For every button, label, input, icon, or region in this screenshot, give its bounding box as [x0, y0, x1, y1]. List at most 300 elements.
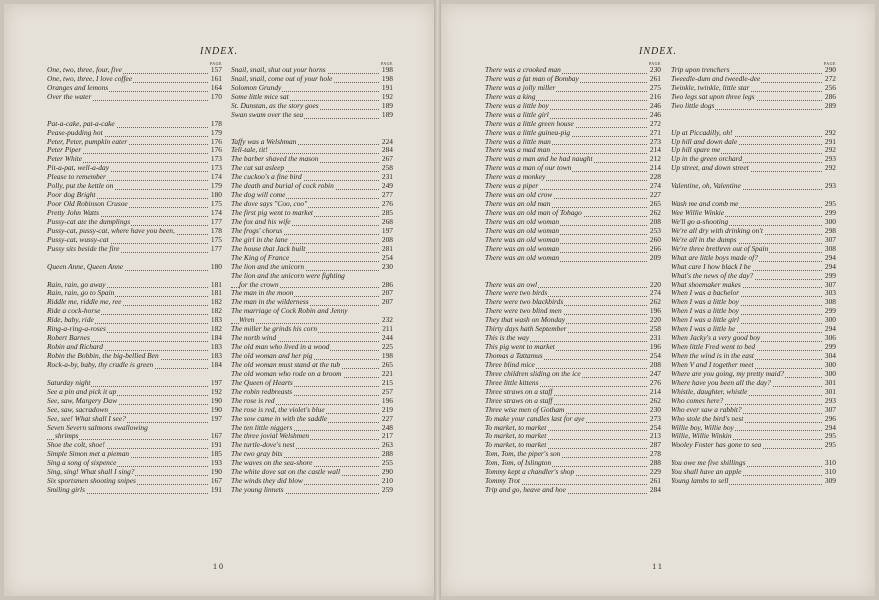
index-entry — [485, 209, 661, 218]
index-entry-title: Who comes here? — [671, 396, 724, 405]
index-entry — [485, 289, 661, 298]
index-entry — [231, 334, 393, 343]
index-entry — [47, 415, 222, 424]
index-entry-title: Pease-pudding hot — [47, 128, 103, 137]
index-entry-page: 214 — [649, 164, 661, 173]
index-entry-page: 300 — [824, 217, 836, 226]
index-entry-page: 272 — [649, 119, 661, 128]
index-entry-page: 299 — [824, 343, 836, 352]
index-entry-page: 184 — [210, 360, 222, 369]
index-entry — [671, 441, 836, 450]
index-entry — [47, 432, 222, 441]
index-entry — [671, 263, 836, 272]
index-entry — [485, 450, 661, 459]
index-entry-page: 179 — [210, 182, 222, 191]
index-entry — [47, 343, 222, 352]
index-entry — [485, 432, 661, 441]
left-index-column-1 — [47, 61, 222, 495]
index-entry — [485, 227, 661, 236]
index-entry — [231, 352, 393, 361]
index-entry-page: 299 — [824, 271, 836, 280]
index-entry — [231, 173, 393, 182]
index-entry-page: 190 — [210, 396, 222, 405]
index-entry-page: 295 — [824, 441, 836, 450]
index-entry-page: 191 — [210, 441, 222, 450]
index-entry-page: 268 — [381, 217, 393, 226]
index-entry-title: Tommy kept a chandler's shop — [485, 468, 575, 477]
index-entry-page: 170 — [210, 92, 222, 101]
index-entry — [671, 272, 836, 281]
index-entry — [47, 182, 222, 191]
index-spacer — [485, 263, 661, 281]
index-entry-page: 220 — [649, 280, 661, 289]
index-entry-title: Up in the green orchard — [671, 155, 743, 164]
index-entry-title: There was a man and he had naught — [485, 155, 593, 164]
index-entry-title: Twinkle, twinkle, little star — [671, 83, 750, 92]
index-entry — [47, 84, 222, 93]
index-entry-title: Snail, snail, shut out your horns — [231, 66, 326, 74]
index-entry-page: 255 — [381, 459, 393, 468]
index-entry-page: 176 — [210, 137, 222, 146]
index-entry — [671, 138, 836, 147]
index-entry-page: 179 — [210, 128, 222, 137]
index-entry — [671, 325, 836, 334]
index-entry-title: See, see! What shall I see? — [47, 414, 126, 423]
index-entry-title: We're all dry with drinking on't — [671, 226, 763, 235]
index-entry-title: To make your candles last for aye — [485, 414, 585, 423]
index-entry-page: 209 — [649, 253, 661, 262]
index-entry-page: 274 — [649, 289, 661, 298]
index-entry-page: 184 — [210, 334, 222, 343]
index-entry-page: 175 — [210, 200, 222, 209]
index-entry — [231, 486, 393, 495]
index-entry-page: 257 — [381, 387, 393, 396]
index-entry-page: 286 — [381, 280, 393, 289]
index-entry — [231, 164, 393, 173]
index-entry-page: 208 — [381, 235, 393, 244]
index-entry-page: 232 — [381, 316, 393, 325]
index-entry-page: 196 — [381, 396, 393, 405]
index-entry-title: There was a king — [485, 92, 536, 101]
index-entry-page: 189 — [381, 110, 393, 119]
index-entry-page: 183 — [210, 316, 222, 325]
index-entry-title: The barber shaved the mason — [231, 155, 319, 164]
index-entry-page: 207 — [381, 289, 393, 298]
index-entry — [231, 84, 393, 93]
index-entry-page: 196 — [649, 343, 661, 352]
index-entry-page: 198 — [381, 74, 393, 83]
index-entry — [47, 477, 222, 486]
index-entry-page: 182 — [210, 307, 222, 316]
index-entry-page: 276 — [649, 378, 661, 387]
index-entry-page: 286 — [824, 92, 836, 101]
index-entry — [671, 352, 836, 361]
index-entry-title: Taffy was a Welshman — [231, 137, 297, 146]
index-entry-page: 285 — [381, 209, 393, 218]
index-entry — [485, 281, 661, 290]
index-entry — [485, 334, 661, 343]
index-entry — [231, 218, 393, 227]
index-entry-page: 192 — [381, 92, 393, 101]
index-spacer — [47, 272, 222, 281]
index-entry-title: Sing, sing! What shall I sing? — [47, 468, 135, 477]
index-entry-title: Tom, Tom, the piper's son — [485, 450, 561, 459]
index-entry-title: Wren — [239, 316, 255, 325]
index-entry — [485, 424, 661, 433]
index-entry-page: 308 — [824, 244, 836, 253]
index-entry — [47, 93, 222, 102]
index-entry-title: When I was a little boy — [671, 307, 739, 316]
index-entry-page: 288 — [649, 459, 661, 468]
index-entry-page: 292 — [824, 164, 836, 173]
index-entry-page: 197 — [210, 378, 222, 387]
index-entry-title: Rain, rain, go away — [47, 280, 106, 289]
index-entry-page: 181 — [210, 289, 222, 298]
index-entry-page: 207 — [381, 298, 393, 307]
index-entry-title: Trip and go, heave and hoe — [485, 486, 566, 495]
left-page — [4, 4, 434, 596]
index-entry-page: 214 — [649, 146, 661, 155]
index-entry — [485, 111, 661, 120]
left-page-number: 10 — [213, 562, 225, 571]
index-entry — [671, 182, 836, 191]
index-entry-title: Two little dogs — [671, 101, 715, 110]
index-entry-title: Over the water — [47, 92, 92, 101]
index-entry — [671, 254, 836, 263]
index-entry — [47, 379, 222, 388]
index-entry-page: 303 — [824, 289, 836, 298]
index-entry-title: There was a little green house — [485, 119, 574, 128]
index-entry-title: Three straws on a staff — [485, 387, 553, 396]
index-entry-page: 301 — [824, 387, 836, 396]
right-page-number: 11 — [652, 562, 664, 571]
left-index-column-2 — [231, 61, 393, 495]
index-entry-page: 196 — [649, 307, 661, 316]
right-index-column-2 — [671, 61, 836, 486]
index-entry-title: Shoe the colt, shoe! — [47, 441, 105, 450]
index-entry-page: 272 — [824, 74, 836, 83]
index-entry-title: Peter, Peter, pumpkin eater — [47, 137, 128, 146]
index-entry-page: 249 — [381, 182, 393, 191]
index-entry-page: 262 — [649, 396, 661, 405]
index-entry — [485, 441, 661, 450]
index-entry-page: 261 — [649, 477, 661, 486]
index-entry — [671, 406, 836, 415]
index-entry — [485, 146, 661, 155]
index-entry-page: 295 — [824, 200, 836, 209]
index-entry — [485, 468, 661, 477]
index-entry-title: Oranges and lemons — [47, 83, 109, 92]
index-entry-title: There was an old man of Tobago — [485, 209, 582, 217]
index-entry — [231, 75, 393, 84]
index-entry — [47, 155, 222, 164]
index-entry-title: There was a little boy — [485, 101, 549, 110]
index-entry-page: 183 — [210, 343, 222, 352]
index-entry-title: The old man who lived in a wood — [231, 343, 330, 352]
index-entry — [485, 298, 661, 307]
index-entry-title: Snail, snail, come out of your hole — [231, 74, 333, 83]
index-entry — [485, 361, 661, 370]
index-entry-title: There was a jolly miller — [485, 83, 556, 92]
index-entry-title: What are little boys made of? — [671, 253, 758, 262]
index-entry — [671, 281, 836, 290]
index-entry-page: 190 — [210, 468, 222, 477]
index-entry — [231, 93, 393, 102]
index-entry-page: 178 — [210, 226, 222, 235]
index-entry-title: Poor dog Bright — [47, 191, 96, 200]
index-entry — [671, 397, 836, 406]
index-entry-page: 212 — [649, 155, 661, 164]
index-entry-page: 173 — [210, 155, 222, 164]
index-entry — [47, 263, 222, 272]
index-entry-page: 189 — [381, 101, 393, 110]
index-entry-title: Robin and Richard — [47, 343, 103, 352]
index-entry-title: Pussy sits beside the fire — [47, 244, 120, 253]
index-entry-page: 253 — [649, 226, 661, 235]
index-entry-page: 193 — [210, 459, 222, 468]
index-entry-page: 273 — [649, 137, 661, 146]
index-entry-title: Three blind mice — [485, 360, 535, 369]
index-entry-page: 211 — [382, 325, 393, 334]
index-entry — [231, 370, 393, 379]
index-entry-title: Thirty days hath September — [485, 325, 567, 334]
index-entry-title: Up hill spare me — [671, 146, 721, 155]
index-entry — [231, 415, 393, 424]
index-entry — [231, 325, 393, 334]
index-entry-title: Ride a cock-horse — [47, 307, 101, 316]
index-entry-page: 181 — [210, 280, 222, 289]
index-entry-page: 208 — [649, 217, 661, 226]
index-entry-title: When V and I together meet — [671, 360, 754, 369]
index-entry — [485, 254, 661, 263]
index-entry — [47, 227, 222, 236]
index-entry-title: There was an old woman — [485, 235, 560, 244]
index-entry-page: 307 — [824, 405, 836, 414]
index-entry-title: There were two birds — [485, 289, 548, 298]
index-entry-title: The King of France — [231, 253, 290, 262]
index-entry-title: See, saw, sacradown — [47, 405, 109, 414]
index-entry — [485, 379, 661, 388]
index-entry-title: Three wise men of Gotham — [485, 405, 565, 414]
index-entry — [485, 352, 661, 361]
index-entry-page: 265 — [649, 200, 661, 209]
index-entry-page: 224 — [381, 137, 393, 146]
index-entry-title: Pussy-cat, wussy-cat — [47, 235, 109, 244]
index-entry — [47, 281, 222, 290]
index-entry — [485, 218, 661, 227]
index-entry — [47, 424, 222, 433]
index-entry-page: 309 — [824, 477, 836, 486]
index-entry-page: 231 — [649, 334, 661, 343]
index-entry-page: 304 — [824, 352, 836, 361]
index-entry — [485, 415, 661, 424]
index-entry-title: The girl in the lane — [231, 235, 288, 244]
index-spacer — [47, 102, 222, 120]
index-entry-page: 221 — [381, 369, 393, 378]
index-entry-title: Three little kittens — [485, 378, 539, 387]
index-entry-title: Smiling girls — [47, 486, 85, 495]
index-entry-page: 256 — [824, 83, 836, 92]
index-entry-title: Ride, baby, ride — [47, 316, 94, 325]
index-entry — [485, 182, 661, 191]
index-entry-title: The old woman who rode on a broom — [231, 369, 342, 378]
index-spacer — [231, 120, 393, 138]
index-entry-title: The waves on the sea-shore — [231, 459, 313, 468]
index-entry-page: 167 — [210, 432, 222, 441]
index-entry-page: 210 — [381, 477, 393, 486]
index-entry-title: Tom, Tom, of Islington — [485, 459, 552, 468]
index-entry — [47, 316, 222, 325]
index-entry — [231, 263, 393, 272]
index-entry-page: 307 — [824, 235, 836, 244]
index-entry — [47, 361, 222, 370]
index-entry — [671, 468, 836, 477]
index-entry-title: Pit-a-pat, well-a-day — [47, 164, 109, 173]
index-entry — [231, 424, 393, 433]
index-entry — [485, 164, 661, 173]
index-entry-page: 180 — [210, 191, 222, 200]
index-entry-title: When I was a little boy — [671, 298, 739, 307]
index-entry-page: 231 — [381, 173, 393, 182]
index-entry — [671, 218, 836, 227]
index-entry-page: 298 — [824, 226, 836, 235]
index-entry — [231, 155, 393, 164]
index-entry — [485, 406, 661, 415]
index-entry-title: Robin the Bobbin, the big-bellied Ben — [47, 352, 159, 361]
index-entry-title: Rain, rain, go to Spain — [47, 289, 115, 298]
index-entry-page: 213 — [649, 432, 661, 441]
index-entry-title: There was an old woman — [485, 253, 560, 262]
index-entry-page: 277 — [381, 191, 393, 200]
index-entry — [485, 236, 661, 245]
index-entry-page: 227 — [649, 191, 661, 200]
index-entry-page: 293 — [824, 182, 836, 191]
index-entry-title: See a pin and pick it up — [47, 387, 117, 396]
index-entry-title: The sow came in with the saddle — [231, 414, 328, 423]
index-entry-title: There was an owl — [485, 280, 538, 289]
index-entry-page: 219 — [381, 405, 393, 414]
index-entry-title: You owe me five shillings — [671, 459, 746, 468]
index-entry-title: Riddle me, riddle me, ree — [47, 298, 122, 307]
index-entry-page: 177 — [210, 244, 222, 253]
index-entry-page: 214 — [649, 387, 661, 396]
index-entry — [47, 236, 222, 245]
index-entry-title: Valentine, oh, Valentine — [671, 182, 741, 191]
index-entry-page: 161 — [210, 74, 222, 83]
index-entry — [47, 173, 222, 182]
index-entry — [47, 164, 222, 173]
index-entry — [47, 450, 222, 459]
index-entry — [47, 459, 222, 468]
page-column-header: PAGE — [648, 61, 661, 66]
index-entry — [231, 388, 393, 397]
index-entry-page: 177 — [210, 217, 222, 226]
index-entry-title: The turtle-dove's nest — [231, 441, 295, 450]
index-entry-title: Who stole the bird's nest — [671, 414, 744, 423]
index-entry-page: 198 — [381, 66, 393, 74]
index-entry-page: 174 — [210, 209, 222, 218]
index-entry-title: Tell-tale, tit! — [231, 146, 268, 155]
index-entry-title: The man in the wilderness — [231, 298, 309, 307]
index-entry — [231, 146, 393, 155]
index-entry-title: The white dove sat on the castle wall — [231, 468, 340, 477]
index-entry-page: 284 — [381, 146, 393, 155]
index-entry — [47, 397, 222, 406]
index-entry-title: Peter Piper — [47, 146, 82, 155]
index-entry — [231, 406, 393, 415]
index-entry-page: 174 — [210, 173, 222, 182]
index-entry-title: When I was a little he — [671, 325, 736, 334]
index-entry — [671, 66, 836, 75]
page-column-header: PAGE — [209, 61, 222, 66]
index-entry-title: Trip upon trenchers — [671, 66, 730, 74]
index-entry — [671, 146, 836, 155]
index-entry-title: There was a little man — [485, 137, 551, 146]
index-entry — [485, 102, 661, 111]
index-entry-page: 244 — [381, 334, 393, 343]
index-entry-title: The north wind — [231, 334, 277, 343]
index-entry — [671, 84, 836, 93]
right-page-title: INDEX. — [639, 46, 677, 57]
index-entry-page: 217 — [381, 432, 393, 441]
index-entry — [671, 155, 836, 164]
index-entry-title: There was an old woman — [485, 226, 560, 235]
index-entry-title: The Queen of Hearts — [231, 378, 293, 387]
index-entry — [231, 397, 393, 406]
index-entry-title: The frogs' chorus — [231, 226, 283, 235]
book-gutter — [434, 0, 441, 600]
index-entry-title: There was an old woman — [485, 217, 560, 226]
index-entry-title: Up hill and down dale — [671, 137, 738, 146]
index-entry-title: When I was a little girl — [671, 316, 739, 325]
index-entry-page: 276 — [381, 200, 393, 209]
index-entry-title: Up at Piccadilly, oh! — [671, 128, 733, 137]
index-entry — [485, 173, 661, 182]
index-entry-page: 275 — [649, 83, 661, 92]
index-entry-title: Pat-a-cake, pat-a-cake — [47, 119, 115, 128]
page-column-header: PAGE — [380, 61, 393, 66]
index-entry-title: Tommy Trot — [485, 477, 520, 486]
index-entry-page: 228 — [649, 173, 661, 182]
index-entry — [47, 245, 222, 254]
index-entry-title: Ring-a-ring-a-roses — [47, 325, 106, 334]
index-entry — [231, 361, 393, 370]
index-entry-page: 271 — [649, 128, 661, 137]
index-entry-page: 248 — [381, 423, 393, 432]
index-entry — [671, 102, 836, 111]
index-entry — [231, 298, 393, 307]
index-entry-title: The old woman and her pig — [231, 352, 313, 361]
index-entry-page: 182 — [210, 325, 222, 334]
index-entry — [485, 155, 661, 164]
index-entry — [671, 379, 836, 388]
index-entry-title: Queen Anne, Queen Anne — [47, 262, 124, 271]
index-entry — [231, 245, 393, 254]
index-entry — [231, 281, 393, 290]
index-entry-title: One, two, three, four, five — [47, 66, 122, 74]
index-entry-title: When the wind is in the east — [671, 352, 754, 361]
index-entry-page: 183 — [210, 352, 222, 361]
index-entry-page: 291 — [824, 137, 836, 146]
index-entry-title: Where are you going, my pretty maid? — [671, 369, 785, 378]
index-entry — [671, 245, 836, 254]
index-entry-title: There was an old man — [485, 200, 551, 209]
index-entry-page: 292 — [824, 146, 836, 155]
index-entry-title: Peter White — [47, 155, 83, 164]
index-entry-title: Three straws on a staff — [485, 396, 553, 405]
index-entry — [485, 325, 661, 334]
index-entry — [231, 459, 393, 468]
